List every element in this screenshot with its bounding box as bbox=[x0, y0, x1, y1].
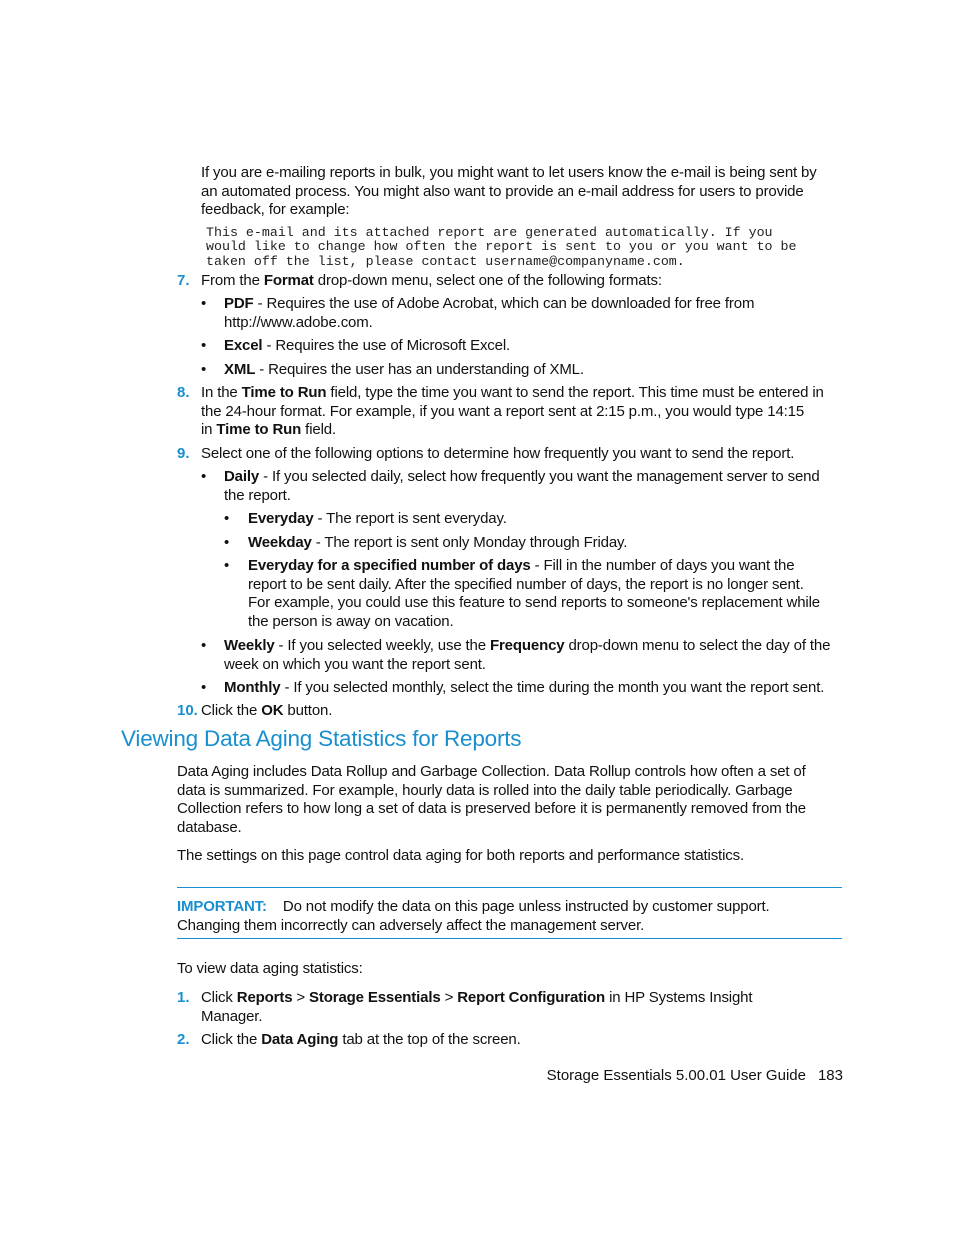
settings-paragraph: The settings on this page control data aging for both reports and performance statistics. bbox=[177, 847, 744, 864]
daily-option-weekday: Weekday - The report is sent only Monday through Friday. bbox=[248, 534, 628, 551]
intro-paragraph bbox=[201, 164, 817, 220]
final-step-2-text: Click the Data Aging tab at the top of the screen. bbox=[201, 1031, 521, 1048]
step-8-text: In the Time to Run field, type the time you want to send the report. This time must be entered in the 24-hour format. For example, if you want a report sent at 2:15 p.m., you would type 14:15 in Time to Run field. bbox=[201, 384, 824, 438]
bullet-icon: • bbox=[201, 361, 207, 378]
intro-line: If you are e-mailing reports in bulk, you might want to let users know the e-mail is being sent by bbox=[201, 164, 817, 181]
bullet-icon: • bbox=[224, 534, 230, 551]
bullet-icon: • bbox=[224, 510, 230, 527]
bullet-icon: • bbox=[201, 468, 207, 485]
step-number: 8. bbox=[177, 384, 190, 401]
format-option-pdf: PDF - Requires the use of Adobe Acrobat, which can be downloaded for free from http://www.adobe.com. bbox=[224, 295, 755, 331]
frequency-option-weekly: Weekly - If you selected weekly, use the Frequency drop-down menu to select the day of the week on which you want the report sent. bbox=[224, 637, 831, 673]
intro-line: an automated process. You might also want to provide an e-mail address for users to provide bbox=[201, 182, 804, 200]
frequency-option-daily: Daily - If you selected daily, select how frequently you want the management server to send the report. bbox=[224, 468, 820, 504]
bullet-icon: • bbox=[201, 637, 207, 654]
section-title: Viewing Data Aging Statistics for Reports bbox=[121, 726, 522, 751]
bullet-icon: • bbox=[201, 295, 207, 312]
format-field-name: Format bbox=[263, 272, 314, 289]
format-option-excel: Excel - Requires the use of Microsoft Excel. bbox=[224, 337, 511, 354]
bullet-icon: • bbox=[224, 557, 230, 574]
to-view-paragraph: To view data aging statistics: bbox=[177, 960, 363, 977]
guide-title: Storage Essentials 5.00.01 User Guide bbox=[546, 1067, 806, 1084]
page-number: 183 bbox=[817, 1067, 843, 1084]
step-9-text: Select one of the following options to determine how frequently you want to send the report. bbox=[201, 445, 795, 462]
adobe-url: http://www.adobe.com. bbox=[224, 313, 373, 331]
daily-option-everyday: Everyday - The report is sent everyday. bbox=[248, 510, 507, 527]
page-footer bbox=[547, 1067, 843, 1085]
important-bottom-rule bbox=[177, 938, 842, 939]
format-option-xml: XML - Requires the user has an understanding of XML. bbox=[224, 361, 584, 378]
important-note: IMPORTANT: Do not modify the data on this page unless instructed by customer support. Changing them incorrectly can adversely affect the management server. bbox=[177, 898, 770, 934]
step-number: 10. bbox=[177, 702, 198, 719]
bullet-icon: • bbox=[201, 679, 207, 696]
data-aging-paragraph: Data Aging includes Data Rollup and Garbage Collection. Data Rollup controls how often a set of data is summarized. For example, hourly data is rolled into the daily table periodically. Garbage Collection refers to how long a set of data is preserved before it is permanently removed from the database. bbox=[177, 763, 806, 836]
important-label: IMPORTANT: bbox=[177, 898, 267, 915]
step-number: 1. bbox=[177, 989, 190, 1006]
email-code-sample: This e-mail and its attached report are generated automatically. If you would like to change how often the report is sent to you or you want to be taken off the list, please contact username@companyname.com. bbox=[206, 225, 797, 269]
bullet-icon: • bbox=[201, 337, 207, 354]
step-7-text: From the Format drop-down menu, select one of the following formats: bbox=[201, 272, 662, 289]
step-number: 9. bbox=[177, 445, 190, 462]
final-step-1-text: Click Reports > Storage Essentials > Report Configuration in HP Systems Insight Manager. bbox=[201, 989, 753, 1025]
intro-line: feedback, for example: bbox=[201, 201, 350, 218]
frequency-option-monthly: Monthly - If you selected monthly, select the time during the month you want the report sent. bbox=[224, 679, 825, 696]
step-10-text: Click the OK button. bbox=[201, 702, 333, 719]
important-top-rule bbox=[177, 887, 842, 888]
step-number: 7. bbox=[177, 272, 190, 289]
daily-option-specified-days: Everyday for a specified number of days - Fill in the number of days you want the report to be sent daily. After the specified number of days, the report is no longer sent. For example, you could use this feature to send reports to someone's replacement while the person is away on vacation. bbox=[248, 557, 820, 630]
step-number: 2. bbox=[177, 1031, 190, 1048]
